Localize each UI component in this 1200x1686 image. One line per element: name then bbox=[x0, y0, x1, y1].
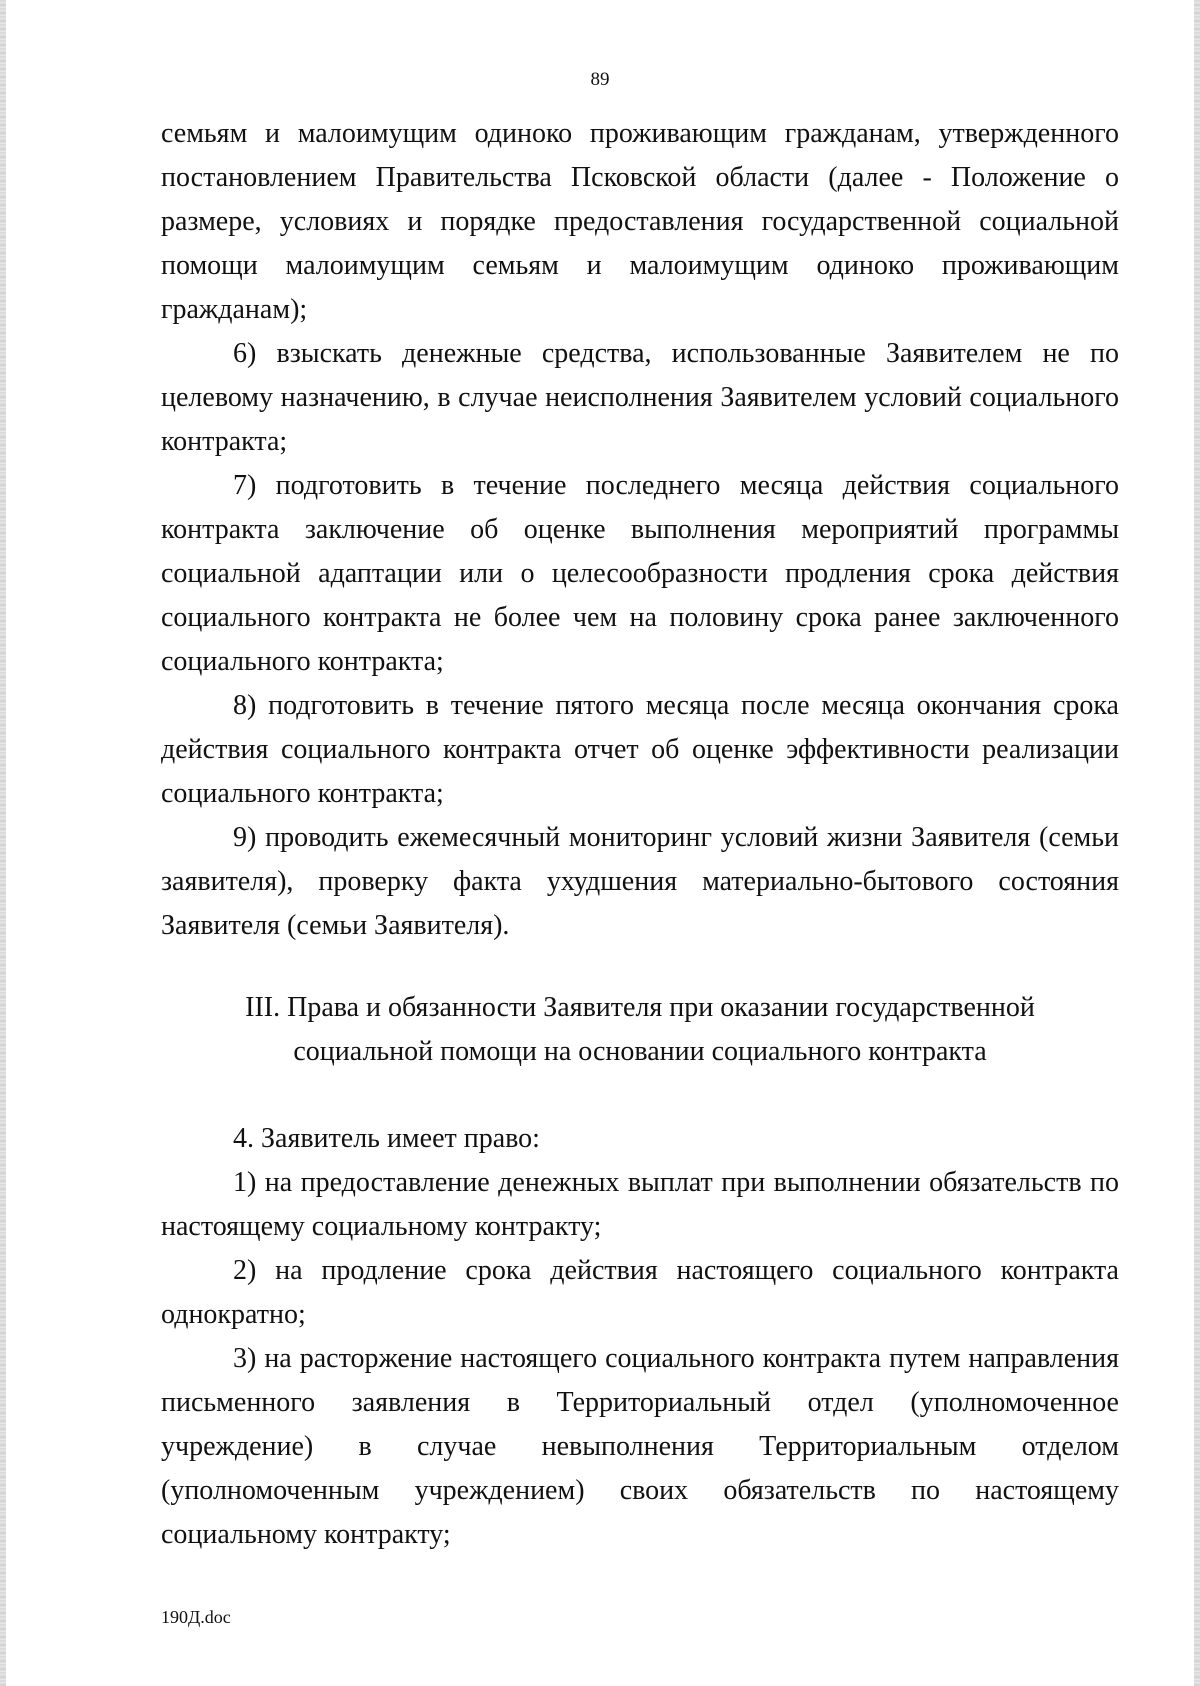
page-number: 89 bbox=[590, 69, 610, 90]
document-body-bottom bbox=[161, 1117, 1119, 1557]
paragraph-right-3: 3) на расторжение настоящего социального контракта путем направления письменного заявления в Территориальный отдел (уполномоченное учреждение) в случае невыполнения Территориальным отделом (уполномоченным учреждением) своих обязательств по настоящему социальному контракту; bbox=[161, 1343, 1119, 1550]
paragraph-item-6: 6) взыскать денежные средства, использованные Заявителем не по целевому назначению, в случае неисполнения Заявителем условий социального контракта; bbox=[161, 338, 1119, 457]
paragraph-right-2: 2) на продление срока действия настоящего социального контракта однократно; bbox=[161, 1255, 1119, 1330]
paragraph-item-8: 8) подготовить в течение пятого месяца после месяца окончания срока действия социального контракта отчет об оценке эффективности реализации социального контракта; bbox=[161, 690, 1119, 809]
scan-edge-left bbox=[0, 0, 6, 1686]
footer-filename: 190Д.doc bbox=[161, 1607, 231, 1627]
paragraph-item-7: 7) подготовить в течение последнего месяца действия социального контракта заключение об оценке выполнения мероприятий программы социальной адаптации или о целесообразности продления срока действия социального контракта не более чем на половину срока ранее заключенного социального контракта; bbox=[161, 470, 1119, 677]
scan-edge-right bbox=[1194, 0, 1200, 1686]
paragraph-right-1: 1) на предоставление денежных выплат при выполнении обязательств по настоящему социальному контракту; bbox=[161, 1167, 1119, 1242]
paragraph-item-9: 9) проводить ежемесячный мониторинг условий жизни Заявителя (семьи заявителя), проверку факта ухудшения материально-бытового состояния Заявителя (семьи Заявителя). bbox=[161, 822, 1119, 941]
document-body-top bbox=[161, 112, 1119, 948]
paragraph-clause-4: 4. Заявитель имеет право: bbox=[233, 1123, 540, 1154]
section-heading-line-1: III. Права и обязанности Заявителя при оказании государственной bbox=[245, 992, 1035, 1023]
section-heading bbox=[161, 986, 1119, 1074]
paragraph-continuation: семьям и малоимущим одиноко проживающим гражданам, утвержденного постановлением Правительства Псковской области (далее - Положение о размере, условиях и порядке предоставления государственной социальной помощи малоимущим семьям и малоимущим одиноко проживающим гражданам); bbox=[161, 118, 1119, 325]
section-heading-line-2: социальной помощи на основании социального контракта bbox=[293, 1036, 987, 1067]
